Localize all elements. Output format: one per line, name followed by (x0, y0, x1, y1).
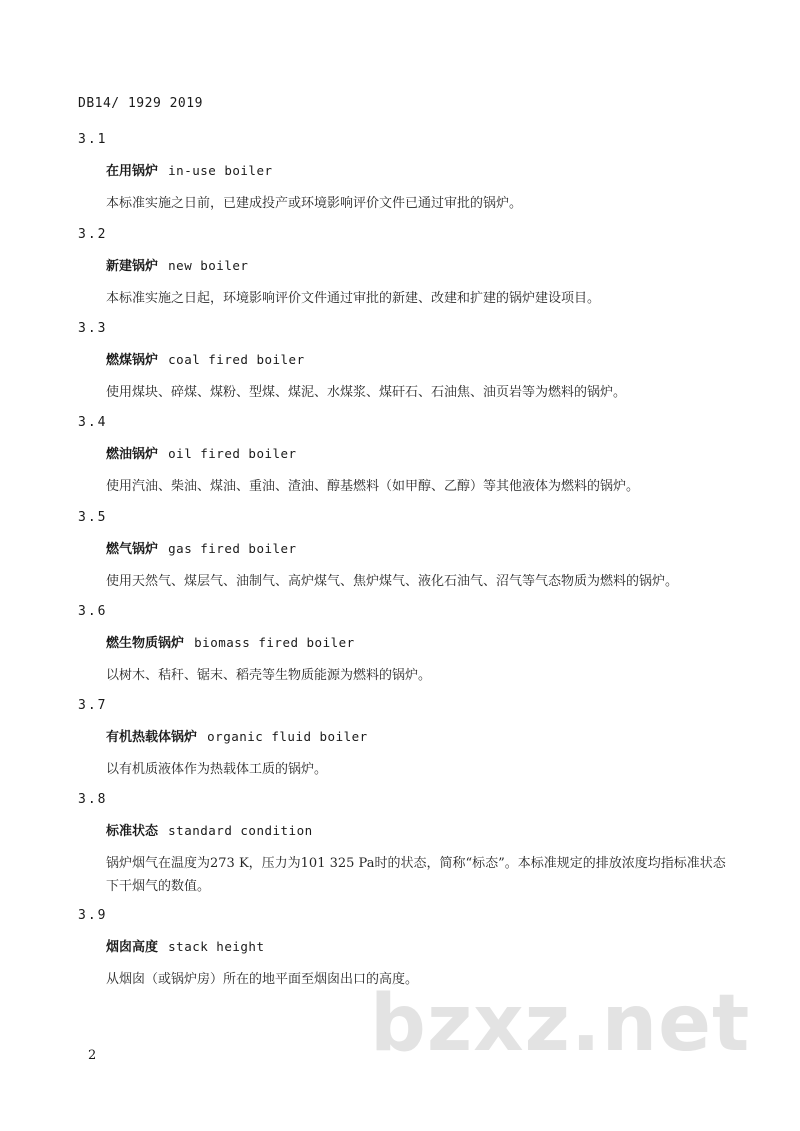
term-title-en: organic fluid boiler (207, 729, 368, 744)
term-title-zh: 烟囱高度 (106, 940, 159, 955)
term-title (106, 820, 738, 842)
term-definition: 本标准实施之日起，环境影响评价文件通过审批的新建、改建和扩建的锅炉建设项目。 (106, 291, 601, 306)
term-number: 3.9 (78, 908, 108, 923)
term-title-zh: 在用锅炉 (106, 164, 159, 179)
term-number: 3.7 (78, 698, 108, 713)
term-definition: 锅炉烟气在温度为273 K，压力为101 325 Pa时的状态，简称“标态”。本标准规定的排放浓度均指标准状态下干烟气的数值。 (106, 856, 726, 894)
term-entry (78, 790, 738, 898)
term-title (106, 538, 738, 560)
term-title-zh: 燃油锅炉 (106, 447, 159, 462)
term-entry (78, 413, 738, 498)
term-title-en: in-use boiler (168, 163, 273, 178)
term-title-en: new boiler (168, 258, 249, 273)
term-number: 3.1 (78, 132, 108, 147)
term-definition: 本标准实施之日前，已建成投产或环境影响评价文件已通过审批的锅炉。 (106, 196, 523, 211)
page-number: 2 (88, 1048, 97, 1063)
term-entry (78, 696, 738, 781)
term-title (106, 349, 738, 371)
term-number: 3.6 (78, 604, 108, 619)
term-title (106, 936, 738, 958)
term-title-zh: 标准状态 (106, 824, 159, 839)
term-title (106, 255, 738, 277)
term-entry (78, 319, 738, 404)
term-number: 3.5 (78, 510, 108, 525)
term-definition: 从烟囱（或锅炉房）所在的地平面至烟囱出口的高度。 (106, 972, 419, 987)
term-title (106, 443, 738, 465)
term-title-en: standard condition (168, 823, 313, 838)
term-title-zh: 燃生物质锅炉 (106, 636, 185, 651)
term-title-en: stack height (168, 939, 265, 954)
term-title-zh: 燃煤锅炉 (106, 353, 159, 368)
term-title-en: coal fired boiler (168, 352, 305, 367)
term-definition: 使用天然气、煤层气、油制气、高炉煤气、焦炉煤气、液化石油气、沼气等气态物质为燃料的锅炉。 (106, 574, 679, 589)
term-title-zh: 有机热载体锅炉 (106, 730, 198, 745)
site-watermark: bzxz.net (370, 979, 751, 1069)
term-number: 3.8 (78, 792, 108, 807)
term-entry (78, 130, 738, 215)
term-entry (78, 225, 738, 310)
term-title (106, 160, 738, 182)
term-title (106, 726, 738, 748)
term-entry (78, 508, 738, 593)
term-title (106, 632, 738, 654)
term-definition: 以有机质液体作为热载体工质的锅炉。 (106, 762, 328, 777)
term-definition: 使用煤块、碎煤、煤粉、型煤、煤泥、水煤浆、煤矸石、石油焦、油页岩等为燃料的锅炉。 (106, 385, 627, 400)
term-title-en: biomass fired boiler (194, 635, 355, 650)
standard-code-header: DB14/ 1929 2019 (78, 96, 203, 111)
term-definition: 使用汽油、柴油、煤油、重油、渣油、醇基燃料（如甲醇、乙醇）等其他液体为燃料的锅炉。 (106, 479, 640, 494)
term-title-en: gas fired boiler (168, 541, 297, 556)
term-number: 3.4 (78, 415, 108, 430)
term-title-en: oil fired boiler (168, 446, 297, 461)
term-title-zh: 新建锅炉 (106, 259, 159, 274)
term-number: 3.2 (78, 227, 108, 242)
term-entry (78, 602, 738, 687)
term-title-zh: 燃气锅炉 (106, 542, 159, 557)
term-number: 3.3 (78, 321, 108, 336)
term-definition: 以树木、秸秆、锯末、稻壳等生物质能源为燃料的锅炉。 (106, 668, 432, 683)
